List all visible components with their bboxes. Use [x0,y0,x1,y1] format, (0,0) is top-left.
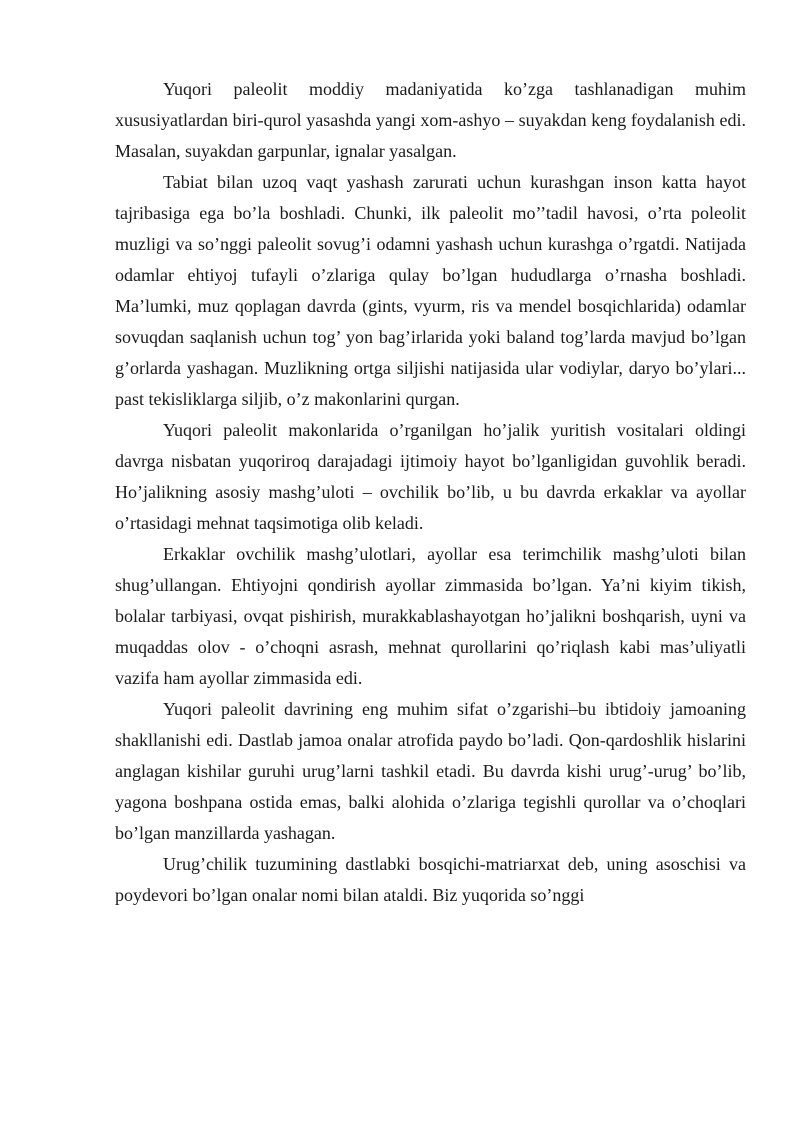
paragraph-6: Urug’chilik tuzumining dastlabki bosqichi-matriarxat deb, uning asoschisi va poydevori bo’lgan onalar nomi bilan ataldi. Biz yuqorida so’nggi [115,854,746,905]
paragraph-2: Tabiat bilan uzoq vaqt yashash zarurati uchun kurashgan inson katta hayot tajribasiga ega bo’la boshladi. Chunki, ilk paleolit mo’’tadil havosi, o’rta poleolit muzligi va so’nggi paleolit sovug’i odamni yashash uchun kurashga o’rgatdi. Natijada odamlar ehtiyoj tufayli o’zlariga qulay bo’lgan hududlarga o’rnasha boshladi. Ma’lumki, muz qoplagan davrda (gints, vyurm, ris va mendel bosqichlarida) odamlar sovuqdan saqlanish uchun tog’ yon bag’irlarida yoki baland tog’larda mavjud bo’lgan g’orlarda yashagan. Muzlikning ortga siljishi natijasida ular vodiylar, daryo bo’ylari... past tekisliklarga siljib, o’z makonlarini qurgan. [115,172,746,409]
paragraph-1: Yuqori paleolit moddiy madaniyatida ko’zga tashlanadigan muhim xususiyatlardan biri-qurol yasashda yangi xom-ashyo – suyakdan keng foydalanish edi. Masalan, suyakdan garpunlar, ignalar yasalgan. [115,79,746,161]
document-page [115,74,746,911]
paragraph-3: Yuqori paleolit makonlarida o’rganilgan ho’jalik yuritish vositalari oldingi davrga nisbatan yuqoriroq darajadagi ijtimoiy hayot bo’lganligidan guvohlik beradi. Ho’jalikning asosiy mashg’uloti – ovchilik bo’lib, u bu davrda erkaklar va ayollar o’rtasidagi mehnat taqsimotiga olib keladi. [115,420,746,533]
paragraph-4: Erkaklar ovchilik mashg’ulotlari, ayollar esa terimchilik mashg’uloti bilan shug’ullangan. Ehtiyojni qondirish ayollar zimmasida bo’lgan. Ya’ni kiyim tikish, bolalar tarbiyasi, ovqat pishirish, murakkablashayotgan ho’jalikni boshqarish, uyni va muqaddas olov - o’choqni asrash, mehnat qurollarini qo’riqlash kabi mas’uliyatli vazifa ham ayollar zimmasida edi. [115,544,746,688]
paragraph-5: Yuqori paleolit davrining eng muhim sifat o’zgarishi–bu ibtidoiy jamoaning shakllanishi edi. Dastlab jamoa onalar atrofida paydo bo’ladi. Qon-qardoshlik hislarini anglagan kishilar guruhi urug’larni tashkil etadi. Bu davrda kishi urug’-urug’ bo’lib, yagona boshpana ostida emas, balki alohida o’zlariga tegishli qurollar va o’choqlari bo’lgan manzillarda yashagan. [115,699,746,843]
